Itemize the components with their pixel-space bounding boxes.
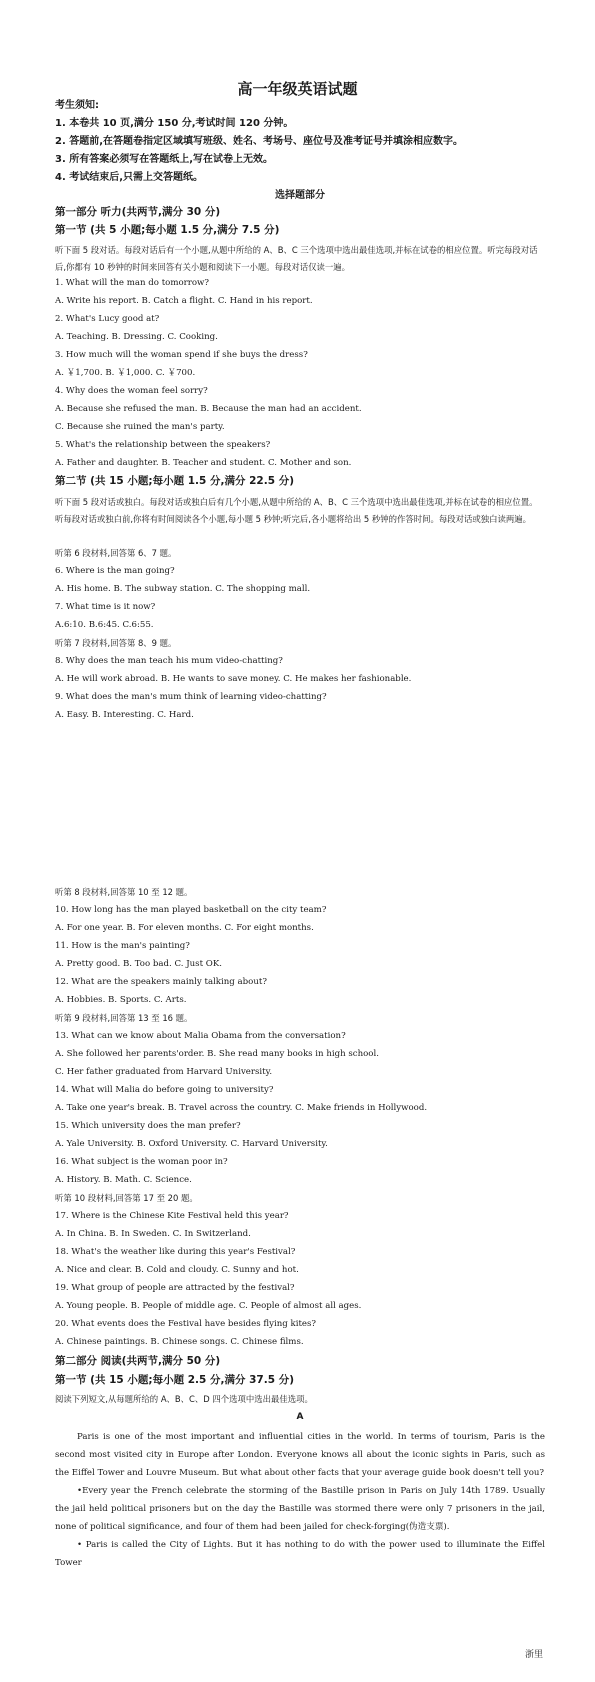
passage-paragraph: • Paris is called the City of Lights. But it has nothing to do with the power used to illuminate the Eiffel Tower [55, 1540, 545, 1568]
question: 10. How long has the man played basketball on the city team? [55, 905, 327, 915]
question: 14. What will Malia do before going to university? [55, 1085, 274, 1095]
material-label: 听第 8 段材料,回答第 10 至 12 题。 [55, 887, 193, 897]
question-options: A. Chinese paintings. B. Chinese songs. C. Chinese films. [55, 1337, 304, 1347]
question: 15. Which university does the man prefer? [55, 1121, 241, 1131]
question: 18. What's the weather like during this year's Festival? [55, 1247, 296, 1257]
question-options: A. Father and daughter. B. Teacher and student. C. Mother and son. [55, 458, 352, 468]
question-options: A. Hobbies. B. Sports. C. Arts. [55, 995, 187, 1005]
passage-paragraph: Paris is one of the most important and influential cities in the world. In terms of tourism, Paris is the second most visited city in Europe after London. Everyone knows all about the iconic sights in Paris, such as the Eiffel Tower and Louvre Museum. But what about other facts that your average guide book doesn't tell you? [55, 1432, 545, 1478]
question: 12. What are the speakers mainly talking about? [55, 977, 267, 987]
question: 16. What subject is the woman poor in? [55, 1157, 228, 1167]
question: 6. Where is the man going? [55, 566, 175, 576]
question: 8. Why does the man teach his mum video-chatting? [55, 656, 283, 666]
question: 9. What does the man's mum think of learning video-chatting? [55, 692, 327, 702]
question-options: A. History. B. Math. C. Science. [55, 1175, 192, 1185]
part1-sec2-heading: 第二节 (共 15 小题;每小题 1.5 分,满分 22.5 分) [55, 475, 294, 487]
question-options: A. Yale University. B. Oxford University. C. Harvard University. [55, 1139, 328, 1149]
question: 3. How much will the woman spend if she buys the dress? [55, 350, 308, 360]
question: 13. What can we know about Malia Obama from the conversation? [55, 1031, 346, 1041]
question-options: A. Take one year's break. B. Travel across the country. C. Make friends in Hollywood. [55, 1103, 428, 1113]
question-options: A. He will work abroad. B. He wants to save money. C. He makes her fashionable. [55, 674, 412, 684]
part2-sec1-heading: 第一节 (共 15 小题;每小题 2.5 分,满分 37.5 分) [55, 1374, 294, 1386]
question-options: A.6:10. B.6:45. C.6:55. [55, 620, 154, 630]
question: 1. What will the man do tomorrow? [55, 278, 209, 288]
question-options: A. For one year. B. For eleven months. C. For eight months. [55, 923, 314, 933]
notice-heading: 考生须知: [55, 100, 99, 111]
question-options: A. Young people. B. People of middle age. C. People of almost all ages. [55, 1301, 362, 1311]
question: 5. What's the relationship between the speakers? [55, 440, 271, 450]
notice-item: 2. 答题前,在答题卷指定区域填写班级、姓名、考场号、座位号及准考证号并填涂相应数字。 [55, 136, 464, 147]
page-title: 高一年级英语试题 [237, 80, 358, 98]
passage-label: A [296, 1412, 304, 1422]
part2-heading: 第二部分 阅读(共两节,满分 50 分) [55, 1355, 221, 1367]
question: 20. What events does the Festival have besides flying kites? [55, 1319, 317, 1329]
question-options: A. Because she refused the man. B. Because the man had an accident. [55, 404, 362, 414]
question-options: C. Her father graduated from Harvard University. [55, 1067, 273, 1077]
material-label: 听第 7 段材料,回答第 8、9 题。 [55, 638, 177, 648]
notice-item: 4. 考试结束后,只需上交答题纸。 [55, 172, 204, 183]
notice-item: 1. 本卷共 10 页,满分 150 分,考试时间 120 分钟。 [55, 118, 294, 129]
question-options: A. Easy. B. Interesting. C. Hard. [55, 710, 194, 720]
question: 7. What time is it now? [55, 602, 156, 612]
question: 2. What's Lucy good at? [55, 314, 160, 324]
question: 17. Where is the Chinese Kite Festival held this year? [55, 1211, 289, 1221]
material-label: 听第 10 段材料,回答第 17 至 20 题。 [55, 1193, 198, 1203]
question-options: C. Because she ruined the man's party. [55, 422, 225, 432]
question-options: A. Teaching. B. Dressing. C. Cooking. [55, 332, 218, 342]
question-options: A. Write his report. B. Catch a flight. C. Hand in his report. [55, 296, 313, 306]
question-options: A. In China. B. In Sweden. C. In Switzerland. [55, 1229, 251, 1239]
page-footer: 浙里 [524, 1650, 543, 1660]
part1-sec1-intro: 听下面 5 段对话。每段对话后有一个小题,从题中所给的 A、B、C 三个选项中选出最佳选项,并标在试卷的相应位置。听完每段对话后,你都有 10 秒钟的时间来回答有关小题和阅读下一小题。每段对话仅读一遍。 [55, 245, 538, 272]
question-options: A. His home. B. The subway station. C. The shopping mall. [55, 584, 311, 594]
material-label: 听第 9 段材料,回答第 13 至 16 题。 [55, 1013, 193, 1023]
part2-intro: 阅读下列短文,从每题所给的 A、B、C、D 四个选项中选出最佳选项。 [55, 1394, 313, 1404]
question-options: A. ￥1,700. B. ￥1,000. C. ￥700. [55, 368, 196, 378]
question-options: A. Pretty good. B. Too bad. C. Just OK. [55, 959, 222, 969]
material-label: 听第 6 段材料,回答第 6、7 题。 [55, 548, 177, 558]
question: 11. How is the man's painting? [55, 941, 190, 951]
part1-sec1-heading: 第一节 (共 5 小题;每小题 1.5 分,满分 7.5 分) [55, 224, 280, 236]
choice-section-header: 选择题部分 [275, 190, 325, 201]
question-options: A. Nice and clear. B. Cold and cloudy. C. Sunny and hot. [55, 1265, 299, 1275]
part1-sec2-intro: 听下面 5 段对话或独白。每段对话或独白后有几个小题,从题中所给的 A、B、C 三个选项中选出最佳选项,并标在试卷的相应位置。听每段对话或独白前,你将有时间阅读各个小题,每小题 5 秒钟;听完后,各小题将给出 5 秒钟的作答时间。每段对话或独白读两遍。 [55, 497, 538, 524]
question: 4. Why does the woman feel sorry? [55, 386, 208, 396]
question: 19. What group of people are attracted by the festival? [55, 1283, 295, 1293]
notice-item: 3. 所有答案必须写在答题纸上,写在试卷上无效。 [55, 154, 274, 165]
part1-heading: 第一部分 听力(共两节,满分 30 分) [55, 206, 221, 218]
passage-paragraph: •Every year the French celebrate the storming of the Bastille prison in Paris on July 14th 1789. Usually the jail held political prisoners but on the day the Bastille was stormed there were only 7 prisoners in the jail, none of political significance, and four of them had been jailed for check-forging(伪造支票). [55, 1486, 545, 1532]
question-options: A. She followed her parents'order. B. She read many books in high school. [55, 1049, 379, 1059]
